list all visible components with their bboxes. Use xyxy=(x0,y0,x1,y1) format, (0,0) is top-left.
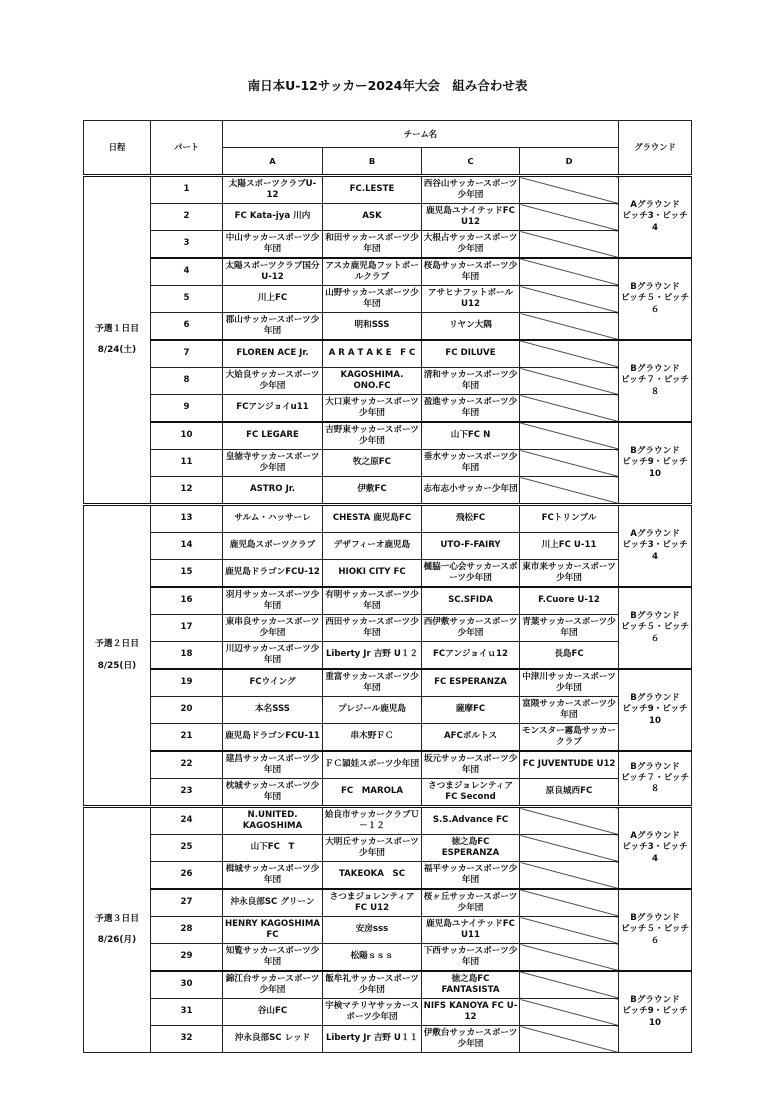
empty-slot-diagonal xyxy=(520,422,619,450)
team-cell-a: 川上FC xyxy=(223,286,323,313)
header-col-c: C xyxy=(422,148,520,176)
team-cell-c: NIFS KANOYA FC U-12 xyxy=(422,999,520,1026)
ground-cell xyxy=(619,971,692,1053)
team-cell-a: 太陽スポーツクラブ国分U-12 xyxy=(223,258,323,286)
day-cell xyxy=(84,176,151,505)
empty-slot-diagonal xyxy=(520,835,619,862)
table-row xyxy=(84,450,692,477)
ground-name: Bグラウンド xyxy=(630,446,680,457)
part-number: 11 xyxy=(151,450,223,477)
header-team-name: チーム名 xyxy=(223,121,619,148)
team-cell-c: 西伊敷サッカースポーツ少年団 xyxy=(422,615,520,642)
team-cell-d: 富隈サッカースポーツ少年団 xyxy=(520,697,619,724)
team-cell-c: 坂元サッカースポーツ少年団 xyxy=(422,751,520,779)
table-row xyxy=(84,944,692,972)
ground-name: Bグラウンド xyxy=(630,611,680,622)
team-cell-c: 樋脇一心会サッカースポーツ少年団 xyxy=(422,560,520,588)
team-cell-c: 志布志小サッカー少年団 xyxy=(422,477,520,505)
part-number: 16 xyxy=(151,587,223,615)
team-cell-c: 鹿児島ユナイテッドFC U12 xyxy=(422,204,520,231)
empty-slot-diagonal xyxy=(520,368,619,395)
part-number: 10 xyxy=(151,422,223,450)
team-cell-a: 錦江台サッカースポーツ少年団 xyxy=(223,971,323,999)
table-row xyxy=(84,340,692,368)
part-number: 19 xyxy=(151,669,223,697)
table-row xyxy=(84,505,692,533)
header-part: パート xyxy=(151,121,223,176)
table-row xyxy=(84,1026,692,1053)
ground-cell xyxy=(619,587,692,669)
team-cell-b: 大口東サッカースポーツ少年団 xyxy=(323,395,422,423)
team-cell-c: 薩摩FC xyxy=(422,697,520,724)
team-cell-c: 飛松FC xyxy=(422,505,520,533)
team-cell-a: 郡山サッカースポーツ少年団 xyxy=(223,313,323,341)
ground-name: Bグラウンド xyxy=(630,693,680,704)
team-cell-b: 西田サッカースポーツ少年団 xyxy=(323,615,422,642)
part-number: 15 xyxy=(151,560,223,588)
team-cell-b: 安房sss xyxy=(323,917,422,944)
table-row xyxy=(84,422,692,450)
team-cell-c: アサヒナフットボールU12 xyxy=(422,286,520,313)
team-cell-c: SC.SFIDA xyxy=(422,587,520,615)
ground-name: Aグラウンド xyxy=(630,831,680,842)
part-number: 4 xyxy=(151,258,223,286)
ground-pitches: ピッチ3・ピッチ4 xyxy=(622,540,688,562)
ground-name: Bグラウンド xyxy=(630,761,680,772)
table-row xyxy=(84,669,692,697)
team-cell-a: 建昌サッカースポーツ少年団 xyxy=(223,751,323,779)
empty-slot-diagonal xyxy=(520,862,619,890)
ground-pitches: ピッチ9・ピッチ10 xyxy=(622,704,688,726)
empty-slot-diagonal xyxy=(520,313,619,341)
team-cell-c: さつまジョレンティアFC Second xyxy=(422,779,520,807)
team-cell-a: 羽月サッカースポーツ少年団 xyxy=(223,587,323,615)
empty-slot-diagonal xyxy=(520,204,619,231)
ground-pitches: ピッチ７・ピッチ８ xyxy=(620,772,690,795)
team-cell-d: 長島FC xyxy=(520,642,619,670)
team-cell-a: 谷山FC xyxy=(223,999,323,1026)
team-cell-b: さつまジョレンティア FC U12 xyxy=(323,889,422,917)
team-cell-a: 沖永良部SC グリーン xyxy=(223,889,323,917)
team-cell-d: FC JUVENTUDE U12 xyxy=(520,751,619,779)
part-number: 5 xyxy=(151,286,223,313)
team-cell-a: FLOREN ACE Jr. xyxy=(223,340,323,368)
header-col-d: D xyxy=(520,148,619,176)
table-row xyxy=(84,724,692,752)
ground-cell xyxy=(619,505,692,588)
team-cell-d: 東市来サッカースポーツ少年団 xyxy=(520,560,619,588)
team-cell-c: 徳之島FC FANTASISTA xyxy=(422,971,520,999)
team-cell-c: 伊敷台サッカースポーツ少年団 xyxy=(422,1026,520,1053)
ground-name: Aグラウンド xyxy=(630,529,680,540)
part-number: 29 xyxy=(151,944,223,972)
table-row xyxy=(84,642,692,670)
team-cell-a: 楫城サッカースポーツ少年団 xyxy=(223,862,323,890)
part-number: 6 xyxy=(151,313,223,341)
team-cell-b: 大明丘サッカースポーツ少年団 xyxy=(323,835,422,862)
team-cell-b: プレジール鹿児島 xyxy=(323,697,422,724)
page-title: 南日本U-12サッカー2024年大会 組み合わせ表 xyxy=(247,78,528,93)
day-cell xyxy=(84,505,151,807)
team-cell-b: HIOKI CITY FC xyxy=(323,560,422,588)
team-cell-c: 西谷山サッカースポーツ少年団 xyxy=(422,176,520,204)
team-cell-c: UTO-F-FAIRY xyxy=(422,533,520,560)
table-row xyxy=(84,889,692,917)
ground-name: Aグラウンド xyxy=(630,200,680,211)
empty-slot-diagonal xyxy=(520,1026,619,1053)
ground-cell xyxy=(619,751,692,807)
team-cell-b: 山野サッカースポーツ少年団 xyxy=(323,286,422,313)
team-cell-a: 東串良サッカースポーツ少年団 xyxy=(223,615,323,642)
team-cell-b: 伊敷FC xyxy=(323,477,422,505)
table-row xyxy=(84,971,692,999)
ground-name: Bグラウンド xyxy=(630,913,680,924)
team-cell-d: 青葉サッカースポーツ少年団 xyxy=(520,615,619,642)
ground-pitches: ピッチ５・ピッチ６ xyxy=(620,622,690,644)
part-number: 23 xyxy=(151,779,223,807)
team-cell-a: 大姶良サッカースポーツ少年団 xyxy=(223,368,323,395)
part-number: 1 xyxy=(151,176,223,204)
team-cell-a: FC LEGARE xyxy=(223,422,323,450)
empty-slot-diagonal xyxy=(520,944,619,972)
empty-slot-diagonal xyxy=(520,889,619,917)
ground-pitches: ピッチ５・ピッチ６ xyxy=(620,293,690,315)
ground-cell xyxy=(619,176,692,259)
part-number: 7 xyxy=(151,340,223,368)
team-cell-a: FCアンジョイu11 xyxy=(223,395,323,423)
table-row xyxy=(84,751,692,779)
empty-slot-diagonal xyxy=(520,999,619,1026)
schedule-table xyxy=(83,120,692,1053)
ground-name: Bグラウンド xyxy=(630,995,680,1006)
table-row xyxy=(84,779,692,807)
part-number: 18 xyxy=(151,642,223,670)
table-row xyxy=(84,835,692,862)
team-cell-b: 松陽ｓｓｓ xyxy=(323,944,422,972)
day-name: 予選１日目 xyxy=(95,323,139,334)
team-cell-b: 和田サッカースポーツ少年団 xyxy=(323,231,422,259)
team-cell-a: 鹿児島ドラゴンFCU-11 xyxy=(223,724,323,752)
team-cell-c: FC ESPERANZA xyxy=(422,669,520,697)
part-number: 22 xyxy=(151,751,223,779)
team-cell-d: FCトリンブル xyxy=(520,505,619,533)
team-cell-a: FC Kata-jya 川内 xyxy=(223,204,323,231)
empty-slot-diagonal xyxy=(520,258,619,286)
empty-slot-diagonal xyxy=(520,971,619,999)
team-cell-a: 山下FC T xyxy=(223,835,323,862)
table-row xyxy=(84,368,692,395)
part-number: 9 xyxy=(151,395,223,423)
team-cell-b: 宇検マテリヤサッカースポーツ少年団 xyxy=(323,999,422,1026)
team-cell-b: 吉野東サッカースポーツ少年団 xyxy=(323,422,422,450)
team-cell-d: モンスター霧島サッカークラブ xyxy=(520,724,619,752)
ground-cell xyxy=(619,422,692,505)
team-cell-a: 鹿児島ドラゴンFCU-12 xyxy=(223,560,323,588)
part-number: 25 xyxy=(151,835,223,862)
empty-slot-diagonal xyxy=(520,917,619,944)
table-row xyxy=(84,395,692,423)
day-date: 8/24(土) xyxy=(97,345,137,355)
empty-slot-diagonal xyxy=(520,286,619,313)
schedule-body xyxy=(84,176,692,1053)
team-cell-a: ASTRO Jr. xyxy=(223,477,323,505)
table-row xyxy=(84,477,692,505)
team-cell-a: FCウイング xyxy=(223,669,323,697)
day-name: 予選２日目 xyxy=(95,639,139,650)
table-row xyxy=(84,286,692,313)
empty-slot-diagonal xyxy=(520,395,619,423)
part-number: 12 xyxy=(151,477,223,505)
day-name: 予選３日目 xyxy=(95,913,139,924)
team-cell-d: 川上FC U-11 xyxy=(520,533,619,560)
team-cell-c: 清和サッカースポーツ少年団 xyxy=(422,368,520,395)
header-col-a: A xyxy=(223,148,323,176)
team-cell-b: ASK xyxy=(323,204,422,231)
team-cell-a: 鹿児島スポーツクラブ xyxy=(223,533,323,560)
part-number: 24 xyxy=(151,807,223,835)
table-row xyxy=(84,176,692,204)
team-cell-a: N.UNITED. KAGOSHIMA xyxy=(223,807,323,835)
part-number: 27 xyxy=(151,889,223,917)
team-cell-c: 鹿児島ユナイテッドFC U11 xyxy=(422,917,520,944)
team-cell-b: A R A T A K E F C xyxy=(323,340,422,368)
table-row xyxy=(84,615,692,642)
team-cell-a: HENRY KAGOSHIMA FC xyxy=(223,917,323,944)
team-cell-c: 垂水サッカースポーツ少年団 xyxy=(422,450,520,477)
team-cell-c: 盈進サッカースポーツ少年団 xyxy=(422,395,520,423)
team-cell-b: CHESTA 鹿児島FC xyxy=(323,505,422,533)
empty-slot-diagonal xyxy=(520,450,619,477)
team-cell-a: サルム・ハッサーレ xyxy=(223,505,323,533)
team-cell-b: 姶良市サッカークラブＵ－１２ xyxy=(323,807,422,835)
ground-pitches: ピッチ9・ピッチ10 xyxy=(622,1006,688,1028)
ground-cell xyxy=(619,340,692,422)
table-row xyxy=(84,999,692,1026)
team-cell-c: FCアンジョイｕ12 xyxy=(422,642,520,670)
team-cell-b: アスカ鹿児島フットボールクラブ xyxy=(323,258,422,286)
team-cell-b: FC MAROLA xyxy=(323,779,422,807)
team-cell-d: 中津川サッカースポーツ少年団 xyxy=(520,669,619,697)
team-cell-a: 太陽スポーツクラブU-12 xyxy=(223,176,323,204)
part-number: 2 xyxy=(151,204,223,231)
ground-cell xyxy=(619,258,692,340)
empty-slot-diagonal xyxy=(520,807,619,835)
team-cell-b: TAKEOKA SC xyxy=(323,862,422,890)
team-cell-b: FC.LESTE xyxy=(323,176,422,204)
table-row xyxy=(84,862,692,890)
part-number: 30 xyxy=(151,971,223,999)
header-col-b: B xyxy=(323,148,422,176)
team-cell-c: AFCボルトス xyxy=(422,724,520,752)
table-row xyxy=(84,697,692,724)
team-cell-b: ＦＣ頴娃スポーツ少年団 xyxy=(323,751,422,779)
ground-pitches: ピッチ3・ピッチ4 xyxy=(622,211,688,233)
team-cell-b: Liberty Jr 吉野 U１２ xyxy=(323,642,422,670)
team-cell-b: 重富サッカースポーツ少年団 xyxy=(323,669,422,697)
ground-pitches: ピッチ５・ピッチ６ xyxy=(620,924,690,946)
team-cell-c: S.S.Advance FC xyxy=(422,807,520,835)
team-cell-c: 下西サッカースポーツ少年団 xyxy=(422,944,520,972)
table-row xyxy=(84,231,692,259)
empty-slot-diagonal xyxy=(520,176,619,204)
empty-slot-diagonal xyxy=(520,477,619,505)
day-date: 8/26(月) xyxy=(97,935,137,945)
part-number: 17 xyxy=(151,615,223,642)
table-row xyxy=(84,204,692,231)
team-cell-d: 原良城西FC xyxy=(520,779,619,807)
team-cell-c: 徳之島FC ESPERANZA xyxy=(422,835,520,862)
team-cell-c: FC DILUVE xyxy=(422,340,520,368)
team-cell-b: Liberty Jr 吉野 U１１ xyxy=(323,1026,422,1053)
ground-pitches: ピッチ７・ピッチ８ xyxy=(620,375,690,397)
team-cell-c: 桜島サッカースポーツ少年団 xyxy=(422,258,520,286)
table-row xyxy=(84,807,692,835)
table-row xyxy=(84,533,692,560)
part-number: 26 xyxy=(151,862,223,890)
team-cell-a: 川辺サッカースポーツ少年団 xyxy=(223,642,323,670)
part-number: 31 xyxy=(151,999,223,1026)
team-cell-a: 本名SSS xyxy=(223,697,323,724)
ground-pitches: ピッチ9・ピッチ10 xyxy=(622,457,688,479)
part-number: 20 xyxy=(151,697,223,724)
header-date: 日程 xyxy=(84,121,151,176)
part-number: 28 xyxy=(151,917,223,944)
day-cell xyxy=(84,807,151,1053)
team-cell-b: 飯牟礼サッカースポーツ少年団 xyxy=(323,971,422,999)
team-cell-a: 中山サッカースポーツ少年団 xyxy=(223,231,323,259)
part-number: 32 xyxy=(151,1026,223,1053)
empty-slot-diagonal xyxy=(520,340,619,368)
team-cell-d: F.Cuore U-12 xyxy=(520,587,619,615)
part-number: 21 xyxy=(151,724,223,752)
part-number: 14 xyxy=(151,533,223,560)
team-cell-b: KAGOSHIMA. ONO.FC xyxy=(323,368,422,395)
team-cell-a: 知覧サッカースポーツ少年団 xyxy=(223,944,323,972)
part-number: 8 xyxy=(151,368,223,395)
team-cell-b: デザフィーオ鹿児島 xyxy=(323,533,422,560)
day-date: 8/25(日) xyxy=(97,660,137,671)
table-row xyxy=(84,313,692,341)
team-cell-c: 福平サッカースポーツ少年団 xyxy=(422,862,520,890)
team-cell-c: 山下FC N xyxy=(422,422,520,450)
empty-slot-diagonal xyxy=(520,231,619,259)
ground-cell xyxy=(619,669,692,751)
team-cell-b: 明和SSS xyxy=(323,313,422,341)
ground-name: Bグラウンド xyxy=(630,282,680,293)
table-row xyxy=(84,560,692,588)
team-cell-a: 皇徳寺サッカースポーツ少年団 xyxy=(223,450,323,477)
ground-pitches: ピッチ3・ピッチ4 xyxy=(622,842,688,864)
ground-name: Bグラウンド xyxy=(630,364,680,375)
team-cell-a: 枕城サッカースポーツ少年団 xyxy=(223,779,323,807)
team-cell-b: 有明サッカースポーツ少年団 xyxy=(323,587,422,615)
table-row xyxy=(84,917,692,944)
team-cell-b: 牧之原FC xyxy=(323,450,422,477)
table-row xyxy=(84,258,692,286)
team-cell-a: 沖永良部SC レッド xyxy=(223,1026,323,1053)
team-cell-c: 大根占サッカースポーツ少年団 xyxy=(422,231,520,259)
team-cell-c: 桜ヶ丘サッカースポーツ少年団 xyxy=(422,889,520,917)
table-row xyxy=(84,587,692,615)
team-cell-b: 串木野ＦＣ xyxy=(323,724,422,752)
team-cell-c: リヤン大隅 xyxy=(422,313,520,341)
part-number: 3 xyxy=(151,231,223,259)
header-ground: グラウンド xyxy=(619,121,692,176)
part-number: 13 xyxy=(151,505,223,533)
ground-cell xyxy=(619,807,692,890)
ground-cell xyxy=(619,889,692,971)
